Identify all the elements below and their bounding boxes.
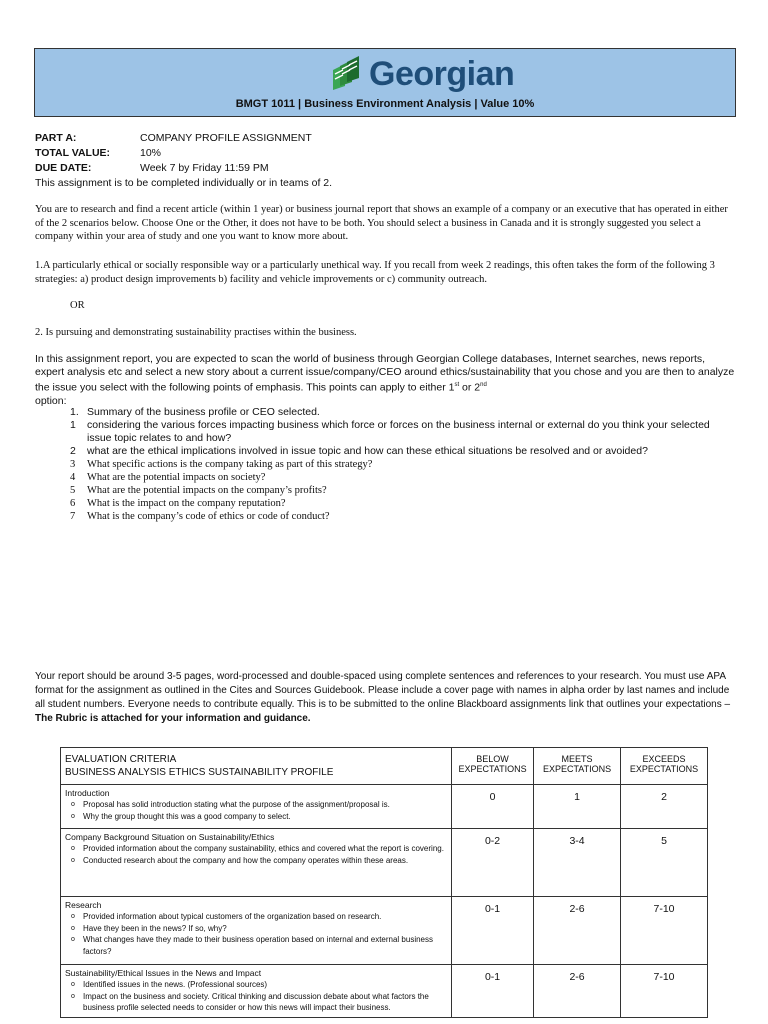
task-paragraph: You are to research and find a recent article (within 1 year) or business journal report that shows an example of a company or an executive that has operated in either of the 2 scenarios below. Choose One or the Other, it does not have to be both. You should select a business in Canada and it is strongly suggested you select a company within your area of study and one you want to know more about.: [35, 204, 728, 242]
superscript-2: nd: [480, 382, 487, 388]
assignment-meta: [35, 131, 312, 176]
table-row: Research o Provided information about typical customers of the organization based on research. o Have they been in the news? If so, why? o What changes have they made to their business operation based on internal and external business factors? 0-1 2-6 7-10: [61, 897, 708, 965]
scenario-1: 1.A particularly ethical or socially responsible way or a particularly unethical way. If you recall from week 2 readings, this often takes the form of the following 3 strategies: a) product design improvements b) facility and vehicle improvements or c) community outreach.: [35, 260, 715, 285]
superscript-1: st: [454, 382, 460, 388]
criteria-header: EVALUATION CRITERIA BUSINESS ANALYSIS ETHICS SUSTAINABILITY PROFILE: [61, 748, 452, 785]
report-end: option:: [35, 394, 67, 407]
course-title: BMGT 1011 | Business Environment Analysis | Value 10%: [235, 98, 535, 110]
score-below: 0-2: [452, 829, 534, 897]
report-paragraph: [35, 353, 735, 408]
score-exceeds: 2: [621, 785, 708, 829]
score-meets: 1: [534, 785, 621, 829]
score-below: 0-1: [452, 965, 534, 1018]
score-exceeds: 7-10: [621, 897, 708, 965]
value-value: 10%: [140, 147, 162, 159]
score-exceeds: 7-10: [621, 965, 708, 1018]
list-item: 7 What is the company’s code of ethics or code of conduct?: [70, 511, 330, 522]
format-paragraph: [35, 670, 735, 726]
rubric-table: [60, 747, 708, 1018]
rubric-header-row: [61, 748, 708, 785]
logo-text: Georgian: [369, 55, 515, 93]
score-below: 0: [452, 785, 534, 829]
georgian-logo-icon: [331, 56, 365, 92]
header-banner: [34, 48, 736, 117]
points-list: [70, 406, 735, 523]
intro-text: This assignment is to be completed individually or in teams of 2.: [35, 177, 333, 189]
list-item: 3 What specific actions is the company taking as part of this strategy?: [70, 459, 373, 470]
due-label: DUE DATE:: [35, 162, 92, 174]
list-item: 1. Summary of the business profile or CEO selected.: [70, 406, 320, 418]
rubric-note: The Rubric is attached for your information and guidance.: [35, 713, 311, 724]
table-row: Company Background Situation on Sustainability/Ethics o Provided information about the company sustainability, ethics and covered what the report is covering. o Conducted research about the company and how the company operates within these areas. 0-2 3-4 5: [61, 829, 708, 897]
part-value: COMPANY PROFILE ASSIGNMENT: [140, 132, 312, 144]
report-mid: or 2: [459, 381, 481, 394]
report-text: In this assignment report, you are expected to scan the world of business through Georgian College databases, Internet searches, news reports, expert analysis etc and select a new story about a current issue/company/CEO around ethics/sustainability that you chose and you are then to analyze the issue you select with the following points of emphasis. This points can apply to either 1: [35, 353, 735, 394]
logo: [331, 54, 514, 94]
list-item: 1 considering the various forces impacting business which force or forces on the business internal or external do you think your selected issue topic relates to and how?: [70, 419, 710, 444]
list-item: 2 what are the ethical implications involved in issue topic and how can these ethical situations be resolved and or avoided?: [70, 445, 648, 457]
list-item: 6 What is the impact on the company reputation?: [70, 498, 286, 509]
part-label: PART A:: [35, 132, 77, 144]
score-meets: 2-6: [534, 965, 621, 1018]
score-meets: 3-4: [534, 829, 621, 897]
format-text: Your report should be around 3-5 pages, word-processed and double-spaced using complete sentences and references to your research. You must use APA format for the assignment as outlined in the Cites and Sources Guidebook. Please include a cover page with names in alpha order by last names and include all student numbers. Everyone needs to contribute equally. This is to be submitted to the online Blackboard assignments link that outlines your expectations –: [35, 671, 731, 710]
or-text: OR: [70, 300, 85, 311]
due-value: Week 7 by Friday 11:59 PM: [140, 162, 269, 174]
exceeds-header: EXCEEDS EXPECTATIONS: [621, 748, 708, 785]
list-item: 5 What are the potential impacts on the company’s profits?: [70, 485, 327, 496]
score-meets: 2-6: [534, 897, 621, 965]
scenario-2: 2. Is pursuing and demonstrating sustainability practises within the business.: [35, 327, 357, 338]
table-row: Sustainability/Ethical Issues in the News and Impact o Identified issues in the news. (Professional sources) o Impact on the business and society. Critical thinking and discussion debate about what factors the business profile selected needs to consider or how this news will impact their business. 0-1 2-6 7-10: [61, 965, 708, 1018]
table-row: Introduction o Proposal has solid introduction stating what the purpose of the assignment/proposal is. o Why the group thought this was a good company to select. 0 1 2: [61, 785, 708, 829]
score-exceeds: 5: [621, 829, 708, 897]
below-header: BELOW EXPECTATIONS: [452, 748, 534, 785]
list-item: 4 What are the potential impacts on society?: [70, 472, 266, 483]
value-label: TOTAL VALUE:: [35, 147, 111, 159]
score-below: 0-1: [452, 897, 534, 965]
meets-header: MEETS EXPECTATIONS: [534, 748, 621, 785]
